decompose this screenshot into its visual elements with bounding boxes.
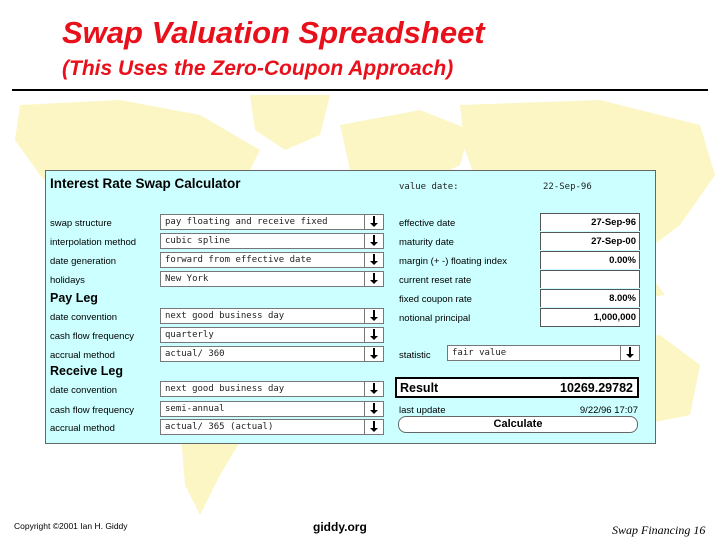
receive-accrual-method-select[interactable] (160, 419, 384, 435)
down-arrow-icon[interactable] (364, 328, 383, 342)
margin-label: margin (+ -) floating index (399, 256, 507, 267)
margin-value: 0.00% (609, 255, 636, 266)
effective-date-field[interactable] (540, 213, 640, 231)
value-date: 22-Sep-96 (543, 182, 592, 192)
down-arrow-icon[interactable] (364, 253, 383, 267)
interpolation-method-value: cubic spline (165, 236, 231, 246)
down-arrow-icon[interactable] (364, 234, 383, 248)
receive-date-convention-value: next good business day (165, 384, 285, 394)
pay-date-convention-value: next good business day (165, 311, 285, 321)
swap-structure-select[interactable] (160, 214, 384, 230)
pay-date-convention-select[interactable] (160, 308, 384, 324)
last-update-label: last update (399, 405, 446, 416)
pay-accrual-method-value: actual/ 360 (165, 349, 225, 359)
date-generation-label: date generation (50, 256, 117, 267)
down-arrow-icon[interactable] (364, 382, 383, 396)
current-reset-rate-label: current reset rate (399, 275, 472, 286)
maturity-date-value: 27-Sep-00 (591, 236, 636, 247)
holidays-label: holidays (50, 275, 85, 286)
receive-cash-flow-frequency-value: semi-annual (165, 404, 225, 414)
pay-accrual-method-select[interactable] (160, 346, 384, 362)
pay-cash-flow-frequency-label: cash flow frequency (50, 331, 134, 342)
statistic-select[interactable] (447, 345, 640, 361)
holidays-select[interactable] (160, 271, 384, 287)
current-reset-rate-field[interactable] (540, 270, 640, 288)
pay-leg-heading: Pay Leg (50, 291, 98, 305)
value-date-label: value date: (399, 182, 459, 192)
down-arrow-icon[interactable] (364, 272, 383, 286)
receive-cash-flow-frequency-select[interactable] (160, 401, 384, 417)
receive-date-convention-select[interactable] (160, 381, 384, 397)
down-arrow-icon[interactable] (364, 402, 383, 416)
receive-accrual-method-label: accrual method (50, 423, 115, 434)
title-divider (12, 89, 708, 91)
notional-principal-label: notional principal (399, 313, 471, 324)
receive-cash-flow-frequency-label: cash flow frequency (50, 405, 134, 416)
interpolation-method-label: interpolation method (50, 237, 137, 248)
down-arrow-icon[interactable] (364, 309, 383, 323)
swap-structure-value: pay floating and receive fixed (165, 217, 328, 227)
slide-subtitle: (This Uses the Zero-Coupon Approach) (62, 57, 454, 80)
footer-copyright: Copyright ©2001 Ian H. Giddy (14, 521, 128, 531)
maturity-date-label: maturity date (399, 237, 454, 248)
date-generation-select[interactable] (160, 252, 384, 268)
footer-section: Swap Financing 16 (612, 523, 706, 537)
slide-title: Swap Valuation Spreadsheet (62, 15, 485, 50)
effective-date-label: effective date (399, 218, 456, 229)
last-update-value: 9/22/96 17:07 (579, 405, 638, 416)
fixed-coupon-rate-value: 8.00% (609, 293, 636, 304)
notional-principal-field[interactable] (540, 308, 640, 327)
receive-leg-heading: Receive Leg (50, 364, 123, 378)
pay-accrual-method-label: accrual method (50, 350, 115, 361)
footer-site[interactable]: giddy.org (313, 520, 367, 534)
result-value: 10269.29782 (560, 381, 633, 395)
pay-date-convention-label: date convention (50, 312, 118, 323)
result-label: Result (400, 381, 439, 395)
margin-field[interactable] (540, 251, 640, 269)
receive-date-convention-label: date convention (50, 385, 118, 396)
receive-accrual-method-value: actual/ 365 (actual) (165, 422, 274, 432)
calculator-heading: Interest Rate Swap Calculator (50, 176, 241, 191)
maturity-date-field[interactable] (540, 232, 640, 250)
down-arrow-icon[interactable] (364, 420, 383, 434)
statistic-value: fair value (452, 348, 507, 358)
swap-structure-label: swap structure (50, 218, 112, 229)
interpolation-method-select[interactable] (160, 233, 384, 249)
effective-date-value: 27-Sep-96 (591, 217, 636, 228)
holidays-value: New York (165, 274, 209, 284)
down-arrow-icon[interactable] (364, 215, 383, 229)
date-generation-value: forward from effective date (165, 255, 312, 265)
fixed-coupon-rate-field[interactable] (540, 289, 640, 307)
down-arrow-icon[interactable] (620, 346, 639, 360)
pay-cash-flow-frequency-value: quarterly (165, 330, 214, 340)
result-box (395, 377, 639, 398)
notional-principal-value: 1,000,000 (593, 312, 636, 323)
fixed-coupon-rate-label: fixed coupon rate (399, 294, 472, 305)
pay-cash-flow-frequency-select[interactable] (160, 327, 384, 343)
statistic-label: statistic (399, 350, 431, 361)
down-arrow-icon[interactable] (364, 347, 383, 361)
swap-calculator-panel (45, 170, 656, 444)
calculate-button[interactable]: Calculate (398, 416, 638, 433)
